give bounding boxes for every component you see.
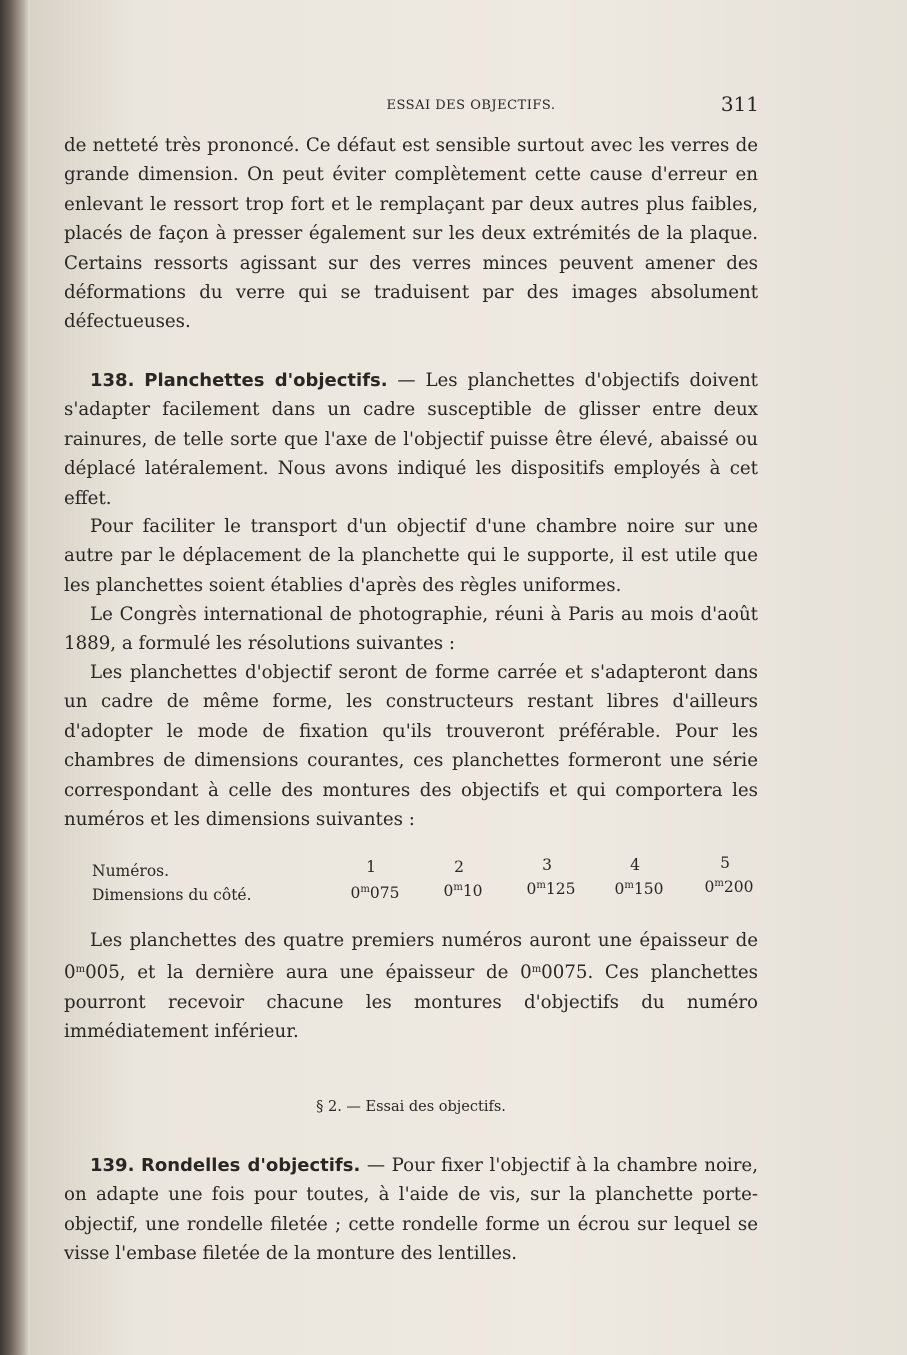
paragraph-congres: Le Congrès international de photographie, réuni à Paris au mois d'août 1889, a formulé les résolutions suivantes : — [64, 604, 758, 655]
numeros-label: Numéros. — [92, 862, 170, 880]
dimensions-table — [92, 854, 754, 912]
section-139-number: 139. — [90, 1155, 135, 1176]
section-heading: § 2. — Essai des objectifs. — [316, 1099, 506, 1115]
dimensions-label: Dimensions du côté. — [92, 886, 252, 904]
paragraph-transport: Pour faciliter le transport d'un objectif d'une chambre noire sur une autre par le déplacement de la planchette qui le supporte, il est utile que les planchettes soient établies d'après des règles uniformes. — [64, 516, 758, 596]
section-139-paragraph — [64, 1151, 758, 1269]
dimension-cell: 0$^m$10 — [443, 882, 483, 900]
running-title: ESSAI DES OBJECTIFS. — [386, 98, 556, 113]
page-header — [66, 90, 759, 120]
section-138-paragraph — [64, 366, 758, 513]
dimension-cell: 0$^m$200 — [704, 878, 754, 896]
number-cell: 3 — [542, 856, 552, 874]
section-139-text: — Pour fixer l'objectif à la chambre noire, on adapte une fois pour toutes, à l'aide de vis, sur la planchette porte-objectif, une rondelle filetée ; cette rondelle forme un écrou sur lequel se visse l'embase filetée de la monture des lentilles. — [64, 1155, 758, 1265]
section-138-title: Planchettes d'objectifs. — [144, 370, 388, 391]
dimension-cell: 0$^m$075 — [350, 884, 400, 902]
dimension-cell: 0$^m$150 — [614, 880, 664, 898]
paragraph-resolution: Les planchettes d'objectif seront de forme carrée et s'adapteront dans un cadre de même forme, les constructeurs restant libres d'ailleurs d'adopter le mode de fixation qu'ils trouveront préférable. Pour les chambres de dimensions courantes, ces planchettes formeront une série correspondant à celle des montures des objectifs et qui comportera les numéros et les dimensions suivantes : — [64, 662, 758, 831]
section-139-title: Rondelles d'objectifs. — [141, 1155, 361, 1176]
section-138-text: — Les planchettes d'objectifs doivent s'adapter facilement dans un cadre susceptible de glisser entre deux rainures, de telle sorte que l'axe de l'objectif puisse être élevé, abaissé ou déplacé latéralement. Nous avons indiqué les dispositifs employés à cet effet. — [64, 370, 758, 509]
number-cell: 1 — [366, 858, 376, 876]
paragraph-continuation: de netteté très prononcé. Ce défaut est sensible surtout avec les verres de grande dimension. On peut éviter complètement cette cause d'erreur en enlevant le ressort trop fort et le remplaçant par deux autres plus faibles, placés de façon à presser également sur les deux extrémités de la plaque. Certains ressorts agissant sur des verres minces peuvent amener des déformations du verre qui se traduisent par des images absolument défectueuses. — [64, 135, 758, 333]
number-cell: 4 — [630, 856, 640, 874]
book-spine — [0, 0, 30, 1355]
page-number: 311 — [720, 92, 759, 116]
number-cell: 5 — [720, 854, 730, 872]
section-138-number: 138. — [90, 370, 135, 391]
dimension-cell: 0$^m$125 — [526, 880, 576, 898]
paragraph-epaisseur: Les planchettes des quatre premiers numéros auront une épaisseur de 0$^m$005, et la dernière aura une épaisseur de 0$^m$0075. Ces planchettes pourront recevoir chacune les montures d'objectifs du numéro immédiatement inférieur. — [64, 930, 758, 1043]
number-cell: 2 — [454, 858, 464, 876]
